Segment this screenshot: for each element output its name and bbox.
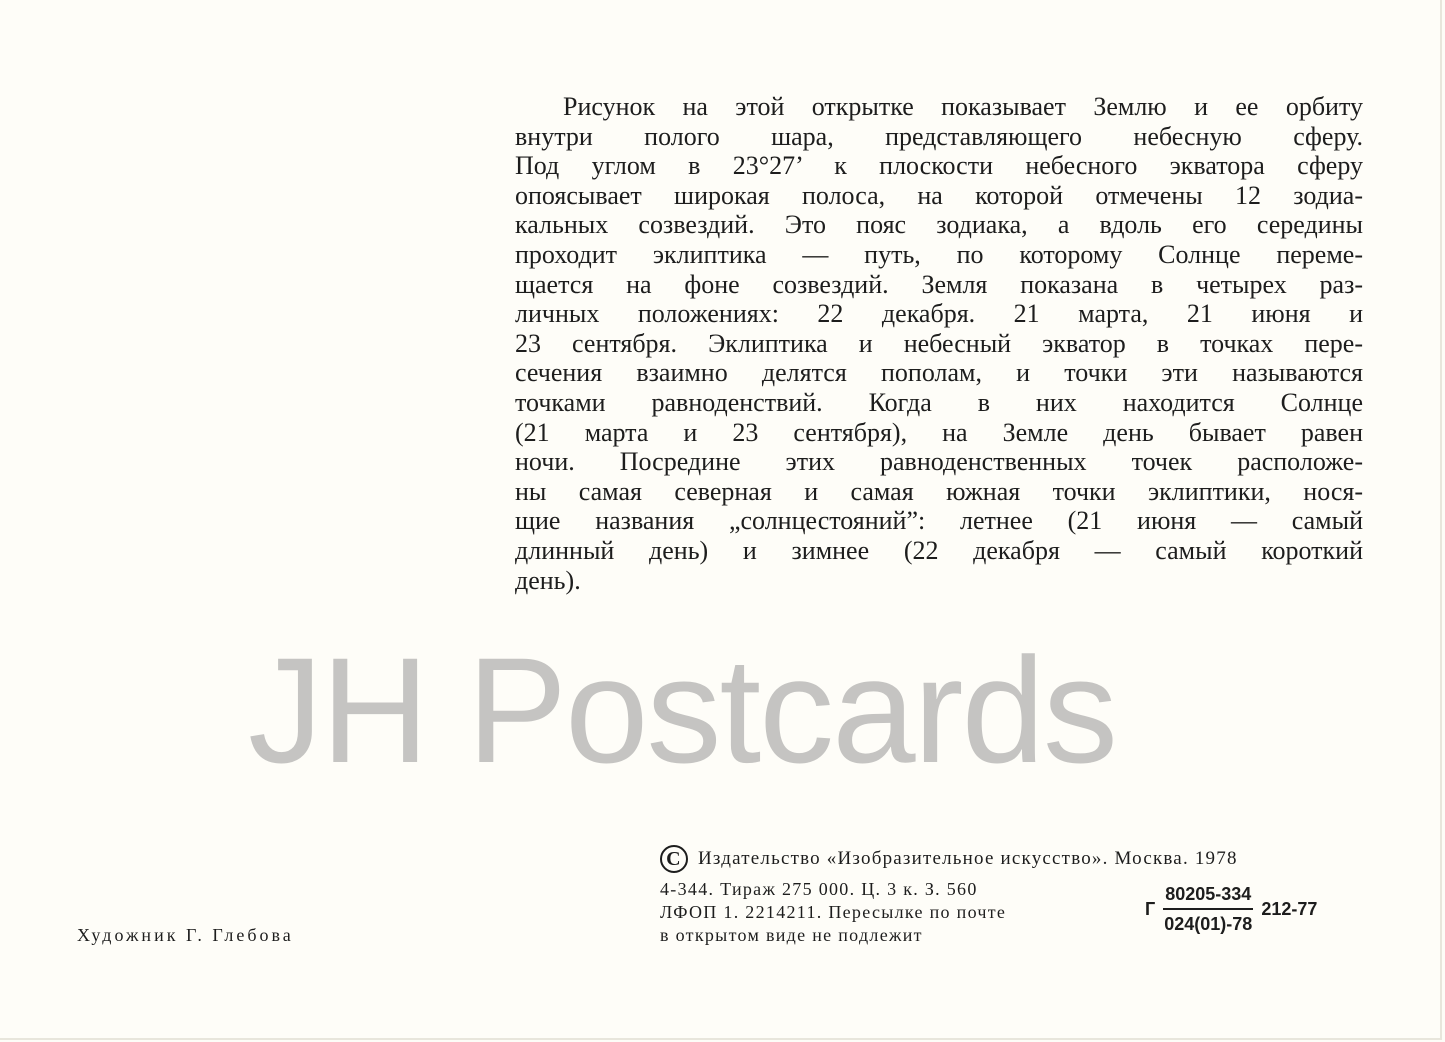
text-line: [515, 388, 1363, 418]
text-line-content: длинный день) и зимнее (22 декабря — самый короткий: [515, 535, 1363, 565]
text-line-content: внутри полого шара, представляющего небесную сферу.: [515, 121, 1363, 151]
text-line: [515, 240, 1363, 270]
index-denominator: 024(01)-78: [1164, 914, 1253, 934]
text-line: [515, 299, 1363, 329]
text-line: [515, 151, 1363, 181]
text-line-content: (21 марта и 23 сентября), на Земле день бывает равен: [515, 417, 1363, 447]
text-line: [515, 329, 1363, 359]
text-line-content: щается на фоне созвездий. Земля показана в четырех раз-: [515, 269, 1363, 299]
print-detail-line: в открытом виде не подлежит: [660, 925, 923, 945]
text-line-content: проходит эклиптика — путь, по которому Солнце переме-: [515, 239, 1363, 269]
text-line-content: опоясывает широкая полоса, на которой отмечены 12 зодиа-: [515, 180, 1363, 210]
text-line-content: кальных созвездий. Это пояс зодиака, а вдоль его середины: [515, 210, 1363, 240]
publisher-imprint: [660, 845, 1238, 873]
print-details: [660, 878, 1006, 947]
text-line-content: щие названия „солнцестояний”: летнее (21 июня — самый: [515, 506, 1363, 536]
artist-credit: Художник Г. Глебова: [77, 925, 294, 945]
text-line-content: сечения взаимно делятся пополам, и точки эти называются: [515, 358, 1363, 388]
text-line: [515, 477, 1363, 507]
copyright-icon: C: [660, 845, 688, 873]
text-line-content: ны самая северная и самая южная точки эклиптики, нося-: [515, 476, 1363, 506]
text-line-content: личных положениях: 22 декабря. 21 марта, 21 июня и: [515, 299, 1363, 329]
catalog-index: [1145, 884, 1317, 935]
text-line: [515, 566, 1363, 596]
index-prefix: Г: [1145, 899, 1156, 919]
text-line: [515, 122, 1363, 152]
text-line: [515, 92, 1363, 122]
text-line-content: 23 сентября. Эклиптика и небесный экватор в точках пере-: [515, 328, 1363, 358]
index-fraction: [1163, 884, 1253, 935]
text-line-content: Под углом в 23°27’ к плоскости небесного экватора сферу: [515, 151, 1363, 181]
index-numerator: 80205-334: [1163, 884, 1253, 910]
print-detail-line: ЛФОП 1. 2214211. Пересылке по почте: [660, 902, 1007, 922]
text-line-content: день).: [515, 565, 581, 595]
text-line: [515, 358, 1363, 388]
publisher-line: Издательство «Изобразительное искусство». Москва. 1978: [698, 848, 1238, 869]
text-line: [515, 270, 1363, 300]
watermark: JH Postcards: [248, 626, 1116, 794]
text-line-content: ночи. Посредине этих равноденственных точек расположе-: [515, 447, 1363, 477]
text-line: [515, 447, 1363, 477]
index-suffix: 212-77: [1261, 899, 1318, 919]
text-line: [515, 418, 1363, 448]
description-paragraph: [515, 92, 1363, 595]
text-line: [515, 181, 1363, 211]
text-line-content: точками равноденствий. Когда в них находится Солнце: [515, 387, 1363, 417]
text-line: [515, 210, 1363, 240]
text-line: [515, 506, 1363, 536]
print-detail-line: 4-344. Тираж 275 000. Ц. 3 к. З. 560: [660, 879, 978, 899]
text-line: [515, 536, 1363, 566]
text-line-content: Рисунок на этой открытке показывает Землю и ее орбиту: [563, 92, 1363, 121]
